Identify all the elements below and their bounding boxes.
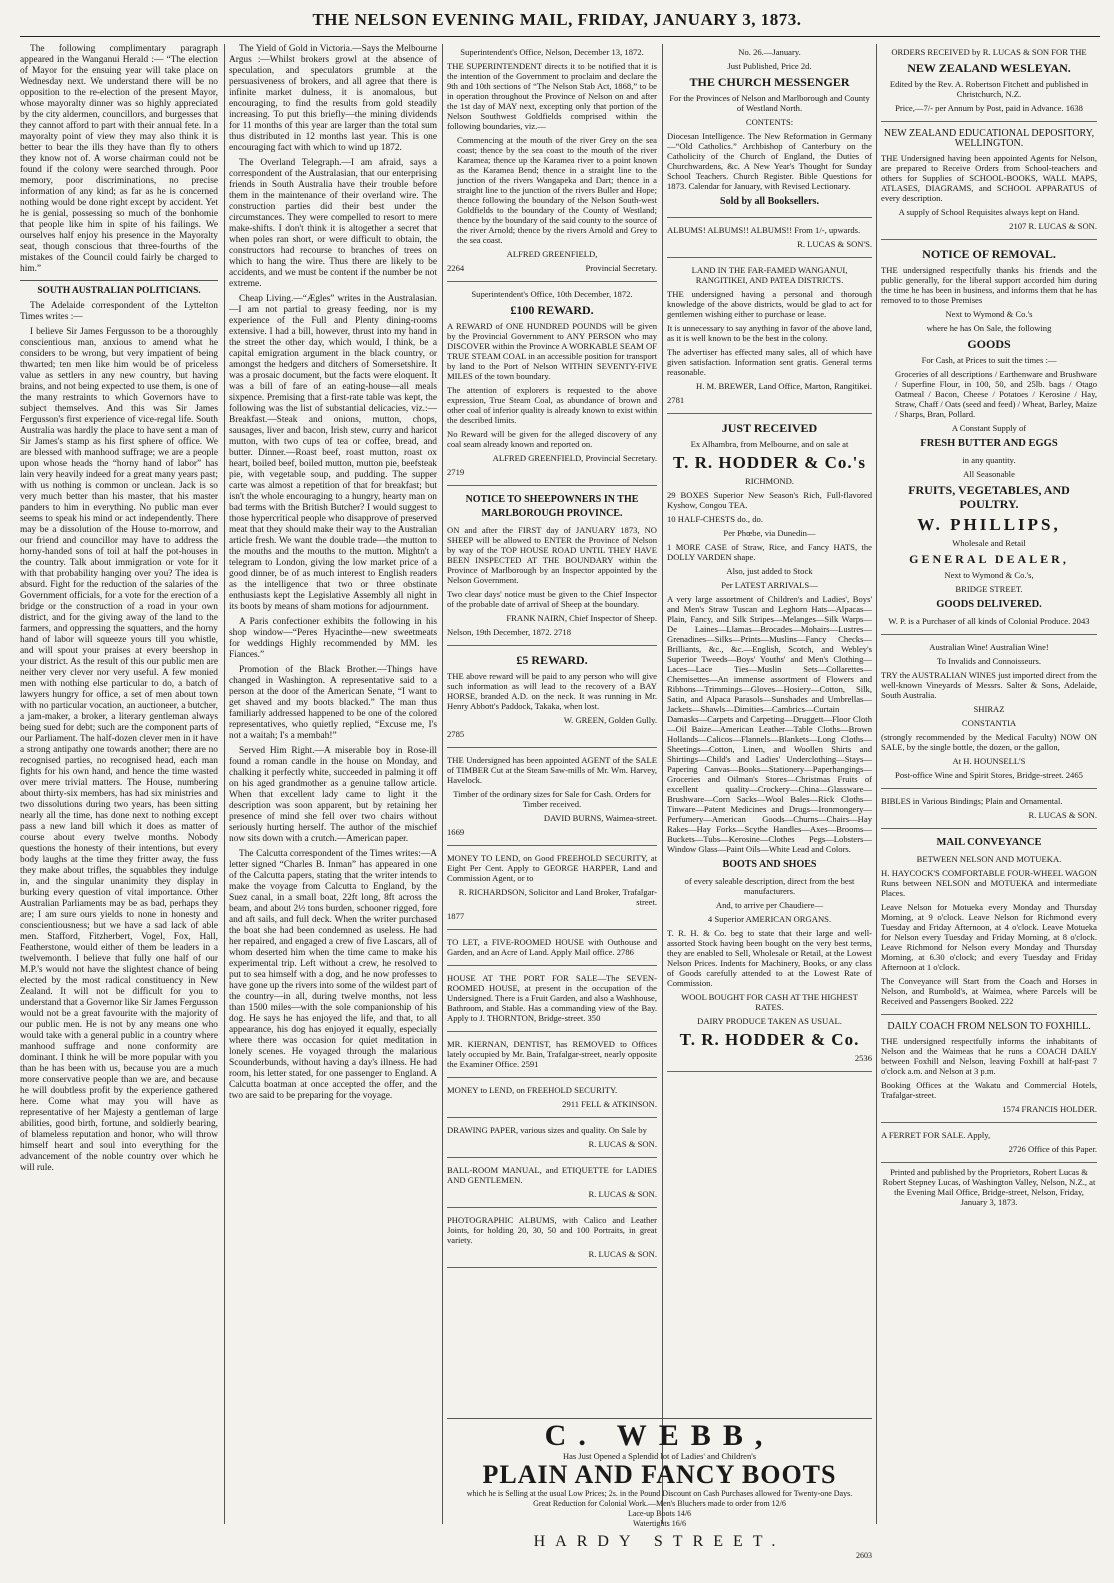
masthead-rule bbox=[20, 36, 1100, 37]
webb-sub: which he is Selling at the usual Low Prices; 2s. in the Pound Discount on Cash Purchases allowed for Twenty-one Days. bbox=[466, 1489, 853, 1498]
ad-house-port: HOUSE AT THE PORT FOR SALE—The SEVEN-ROOMED HOUSE, at present in the occupation of the Undersigned. There is a Fruit Garden, and also a Washhouse, Bathroom, and Stable. Has a commanding view of the Bay. Apply to J. THORNTON, Bridge-street. 350 bbox=[447, 970, 657, 1032]
ad-mail-conveyance: MAIL CONVEYANCE BETWEEN NELSON AND MOTUEKA. H. HAYCOCK'S COMFORTABLE FOUR-WHEEL WAGON Runs between NELSON and MOTUEKA and intermediate Places. Leave Nelson for Motueka every Monday and Thursday Morning, at 9 o'clock. Leave Nelson for Richmond every Tuesday and Friday Afternoon, at 4 o'clock. Leave Motueka for Nelson every Tuesday and Friday Morning, at 8 o'clock. Leave Richmond for Nelson every Monday and Thursday Morning, at 6.30 o'clock; and every Tuesday and Friday Afternoon at 1 o'clock. The Conveyance will Start from the Coach and Horses in Nelson, and Rumbold's, at Waimea, where Parcels will be Received and Passengers Booked. 222 bbox=[881, 833, 1097, 1015]
webb-name: C. WEBB, bbox=[544, 1419, 775, 1452]
ad-albums: PHOTOGRAPHIC ALBUMS, with Calico and Leather Joints, for holding 20, 30, 50 and 100 Portraits, in great variety. R. LUCAS & SON. bbox=[447, 1212, 657, 1268]
ad-dentist: MR. KIERNAN, DENTIST, has REMOVED to Offices lately occupied by Mr. Bain, Trafalgar-street, nearly opposite the Examiner Office. 2591 bbox=[447, 1036, 657, 1078]
column-5 bbox=[881, 44, 1097, 1574]
ad-timber: THE Undersigned has been appointed AGENT of the SALE of TIMBER Cut at the Steam Saw-mills of Mr. Wm. Harvey, Havelock. Timber of the ordinary sizes for Sale for Cash. Orders for Timber received. DAVID BURNS, Waimea-street. 1669 bbox=[447, 752, 657, 846]
imprint: Printed and published by the Proprietors, Robert Lucas & Robert Stepney Lucas, of Washington Valley, Nelson, N.Z., at the Evening Mail Office, Bridge-street, Nelson, Friday, January 3, 1873. bbox=[882, 1167, 1096, 1207]
ad-educational: NEW ZEALAND EDUCATIONAL DEPOSITORY, WELLINGTON. THE Undersigned having been appointed Agents for Nelson, are prepared to Receive Orders from School-teachers and others for Supplies of SCHOOL-BOOKS, WALL MAPS, ATLASES, DIAGRAMS, and SCHOOL APPARATUS of every description. A supply of School Requisites always kept on Hand. 2107 R. LUCAS & SON. bbox=[881, 126, 1097, 240]
ad-to-let: TO LET, a FIVE-ROOMED HOUSE with Outhouse and Garden, and an Acre of Land. Apply Mail office. 2786 bbox=[447, 934, 657, 966]
ad-money-fell: MONEY to LEND, on FREEHOLD SECURITY. 2911 FELL & ATKINSON. bbox=[447, 1082, 657, 1118]
article-gold: The Yield of Gold in Victoria.—Says the Melbourne Argus :—Whilst brokers growl at the absence of speculation, and speculators grumble at the persuasiveness of brokers, and all agree that there is infinite market dulness, it is anomalous, but encouraging, to find the results from gold steadily increasing. To put this briefly—the mining dividends for 11 months of this year are larger than the total sum thus distributed in 12 months last year. This is one encouraging fact with which to wind up 1872. bbox=[229, 44, 437, 153]
ad-webb-boots bbox=[447, 1418, 872, 1561]
ad-bay-horse: £5 REWARD. THE above reward will be paid to any person who will give such information as will lead to the recovery of a BAY HORSE, branded A.D. on the neck. It was running in Mr. Henry Abbott's Paddock, Takaka, when lost. W. GREEN, Golden Gully. 2785 bbox=[447, 650, 657, 748]
ad-stab-act: Superintendent's Office, Nelson, December 13, 1872. THE SUPERINTENDENT directs it to be notified that it is the intention of the Government to proclaim and declare the 9th and 10th sections of “The Nelson Stab Act, 1868,” to be in operation throughout the Province of Nelson on and after the 1st day of MAY next, excepting only that portion of the Nelson Southwest Goldfields comprised within the following boundaries, viz.— Commencing at the mouth of the river Grey on the sea coast; thence by the sea coast to the mouth of the river Karamea; thence up the Karamea river to a point known as the Karamea Bend; thence in a straight line to the junction of the rivers Wangapeka and Dart; thence in a straight line to the junction of the rivers Buller and Hope; thence following the boundary of the Nelson South-west Goldfields to the boundary of the County of Westland; thence by the boundary of the said county to the source of the river Arnold; thence by the rivers Arnold and Grey to the sea coast. ALFRED GREENFIELD, 2264 Provincial Secretary. bbox=[447, 44, 657, 282]
ad-daily-coach: DAILY COACH FROM NELSON TO FOXHILL. THE undersigned respectfully informs the inhabitants of Nelson and the Waimeas that he runs a COACH DAILY between Foxhill and Nelson, leaving Foxhill at half-past 7 o'clock a.m. and Nelson at 3 p.m. Booking Offices at the Wakatu and Commercial Hotels, Trafalgar-street. 1574 FRANCIS HOLDER. bbox=[881, 1019, 1097, 1123]
article-black-brother: Promotion of the Black Brother.—Things have changed in Washington. A representative said to a person at the door of the American Senate, “I want to get shaved and my boots blacked.” The man thus familiarly addressed happened to be one of the colored representatives, who quietly replied, “Excuse me, I's not a waitah; I's a membah!” bbox=[229, 665, 437, 741]
ad-bibles: BIBLES in Various Bindings; Plain and Ornamental. R. LUCAS & SON. bbox=[881, 793, 1097, 829]
article-confectioner: A Paris confectioner exhibits the following in his shop window—“Peres Hyacinthe—new sweetmeats for weddings Highly recommended by MM. les Fiances.” bbox=[229, 617, 437, 660]
ad-money-harper: MONEY TO LEND, on Good FREEHOLD SECURITY, at Eight Per Cent. Apply to GEORGE HARPER, Land and Commission Agent, or to R. RICHARDSON, Solicitor and Land Broker, Trafalgar-street. 1877 bbox=[447, 850, 657, 930]
column-4 bbox=[667, 44, 872, 1414]
webb-title: PLAIN AND FANCY BOOTS bbox=[482, 1460, 837, 1489]
ad-australian-wine: Australian Wine! Australian Wine! To Invalids and Connoisseurs. TRY the AUSTRALIAN WINES just imported direct from the well-known Vineyards of Messrs. Salter & Sons, Adelaide, South Australia. SHIRAZ CONSTANTIA (strongly recommended by the Medical Faculty) NOW ON SALE, by the single bottle, the dozen, or the gallon, At H. HOUNSELL'S Post-office Wine and Spirit Stores, Bridge-street. 2465 bbox=[881, 639, 1097, 789]
column-3 bbox=[447, 44, 657, 1414]
ad-sheepowners: NOTICE TO SHEEPOWNERS IN THE MARLBOROUGH PROVINCE. ON and after the FIRST day of JANUARY 1873, NO SHEEP will be allowed to ENTER the Province of Nelson by way of the TOP HOUSE ROAD UNTIL THEY HAVE BEEN INSPECTED AT THE BOUNDARY within the Province of Marlborough by an Inspector appointed by the Nelson Government. Two clear days' notice must be given to the Chief Inspector of the probable date of arrival of Sheep at the boundary. FRANK NAIRN, Chief Inspector of Sheep. Nelson, 19th December, 1872. 2718 bbox=[447, 490, 657, 646]
column-divider bbox=[876, 44, 877, 1524]
article-text: The Adelaide correspondent of the Lyttelton Times writes :— bbox=[20, 301, 218, 322]
column-divider bbox=[662, 44, 663, 1524]
webb-street: HARDY STREET. bbox=[533, 1533, 786, 1550]
column-divider bbox=[442, 44, 443, 1524]
article-heading: SOUTH AUSTRALIAN POLITICIANS. bbox=[37, 286, 201, 296]
ad-church-messenger: No. 26.—January. Just Published, Price 2d. THE CHURCH MESSENGER For the Provinces of Nelson and Marlborough and County of Westland North. CONTENTS: Diocesan Intelligence. The New Reformation in Germany—“Old Catholics.” Archbishop of Canterbury on the Catholicity of the Church of England, the Duties of Churchwardens, &c. A New Year's Thought for Sunday School Teachers. Church Register. Bible Questions for 1873. Calendar for January, with Revised Lectionary. Sold by all Booksellers. bbox=[667, 44, 872, 218]
ad-wesleyan: ORDERS RECEIVED by R. LUCAS & SON FOR THE NEW ZEALAND WESLEYAN. Edited by the Rev. A. Robertson Fitchett and published in Christchurch, N.Z. Price,—7/- per Annum by Post, paid in Advance. 1638 bbox=[881, 44, 1097, 122]
ad-drawing-paper: DRAWING PAPER, various sizes and quality. On Sale by R. LUCAS & SON. bbox=[447, 1122, 657, 1158]
ad-hodder: JUST RECEIVED Ex Alhambra, from Melbourne, and on sale at T. R. HODDER & Co.'s RICHMOND. 29 BOXES Superior New Season's Rich, Full-flavored Kyshow, Congou TEA. 10 HALF-CHESTS do., do. Per Phœbe, via Dunedin— 1 MORE CASE of Straw, Rice, and Fancy HATS, the DOLLY VARDEN shape. Also, just added to Stock Per LATEST ARRIVALS— A very large assortment of Children's and Ladies', Boys' and Men's Straw Tuscan and Leghorn Hats—Alpacas—Plain, Fancy, and Silk Stripes—Melanges—Silk Warps—De Laines—Llamas—Brocades—Mohairs—Lustres—Grenadines—Silks—Prints—Muslins—Fancy Checks—Brilliants, &c., &c.—English, Scotch, and Webley's Superior Tweeds—Boys' Youths' and Men's Clothing—Laces—Lace Ties—Muslin Sets—Collarettes—Chemisettes—An immense assortment of Flowers and Ribbons—Trimmings—Gloves—Hosiery—Cotton, Silk, Satin, and Alpaca Parasols—Sunshades and Umbrellas—Jackets—Shawls—Dimities—Cambrics—Curtain Damasks—Carpets and Carpeting—Druggett—Floor Cloth—Oil Baize—American Leather—Table Cloths—Brown Hollands—Calicos—Flannels—Blankets—Long Cloths—Sheetings—Cotton, Linen, and Woollen Shirts and Shirtings—Child's and Ladies' Underclothing—Stays—Papering Canvas—Books—Stationery—Paperhangings—Groceries and Oilman's Stores—Christmas Fruits of excellent quality—Crockery—China—Glassware—Brushware—Corn Sacks—Wool Bales—Rick Cloths—Tinware—Patent Medicines and Drugs—Ironmongery—Perfumery—American Goods—Churns—Chairs—Hay Rakes—Hay Forks—Scythe Handles—Axes—Brooms—Buckets—Tubs—Kerosine—Clothes Pegs—Lobsters—Window Glass—Paint Oils—White Lead and Colors. BOOTS AND SHOES of every saleable description, direct from the best manufacturers. And, to arrive per Chaudiere— 4 Superior AMERICAN ORGANS. T. R. H. & Co. beg to state that their large and well-assorted Stock having been bought on the very best terms, they are enabled to Sell, Wholesale or Retail, at the Lowest Nelson Prices. Indents for Machinery, Books, or any class of Goods carefully attended to at the Lowest Rate of Commission. WOOL BOUGHT FOR CASH AT THE HIGHEST RATES. DAIRY PRODUCE TAKEN AS USUAL. T. R. HODDER & Co. 2536 bbox=[667, 418, 872, 1072]
ad-coal-reward: Superintendent's Office, 10th December, 1872. £100 REWARD. A REWARD of ONE HUNDRED POUNDS will be given by the Provincial Government to ANY PERSON who may DISCOVER within the Province A WORKABLE SEAM OF TRUE STEAM COAL in an accessible position for transport by land to the Port of Nelson WITHIN SEVENTY-FIVE MILES of the town boundary. The attention of explorers is requested to the above expression, True Steam Coal, as abundance of brown and other coal of inferior quality is already known to exist within the described limits. No Reward will be given for the alleged discovery of any coal seam already known and reported on. ALFRED GREENFIELD, Provincial Secretary. 2719 bbox=[447, 286, 657, 486]
column-divider bbox=[224, 44, 225, 1524]
webb-reduction: Great Reduction for Colonial Work.—Men's Bluchers made to order from 12/6 bbox=[533, 1499, 786, 1508]
webb-water: Watertights 16/6 bbox=[633, 1519, 686, 1528]
article-cheap-living: Cheap Living.—“Ægles” writes in the Australasian.—I am not partial to greasy feeding, nor is my experience of the Full and Plenty dining-rooms extensive. I had a bill, however, thrust into my hand in the street the other day, which would, I think, be a capital emigration argument in the black country, or amongst the hedgers and ditchers of Somersetshire. It was a prosaic document, but the facts were eloquent. It was a bill of fare of an eating-house—all meals sixpence. Premising that a first-rate table was kept, the following was the list of substantial delicacies, viz.:—Breakfast.—Steak and onions, mutton, chops, sausages, liver and bacon, Irish stew, curry and haricot mutton, with two cups of tea or coffee, bread, and butter. Dinner.—Roast beef, roast mutton, roast ox heart, boiled beef, boiled mutton, mutton pie, beefsteak pie, with vegetable soup, and pudding. The supper carte was almost a repetition of that for breakfast; but isn't the whole encouraging to a hungry, hearty man on bad terms with the British Butcher? I would suggest to those hypercritical people who disapprove of preserved meat that they should make their way to the Australian article fresh. We want the double trade—the mutton to the mouths and the mouths to the mutton. Mightn't a telegram to London, giving the low market price of a good dinner, be of as much interest to English readers as the intelligence that two or three obstinate enthusiasts kept the Legislative Assembly all night in its boots by means of sham motions for adjournment. bbox=[229, 294, 437, 612]
masthead: THE NELSON EVENING MAIL, FRIDAY, JANUARY 3, 1873. bbox=[312, 10, 802, 29]
ad-ferret: A FERRET FOR SALE. Apply, 2726 Office of this Paper. bbox=[881, 1127, 1097, 1163]
column-2 bbox=[229, 44, 437, 1574]
article-served-right: Served Him Right.—A miserable boy in Rose-ill found a roman candle in the house on Monday, and chalking it perfectly white, succeeded in palming it off on his aged grandmother as a genuine tallow article. When that excellent lady came to light it the description was soon apparent, but by retaining her presence of mind she fell over two chairs without seriously hurting herself. The author of the mischief now sits down with a crutch.—American paper. bbox=[229, 746, 437, 844]
ad-ballroom: BALL-ROOM MANUAL, and ETIQUETTE for LADIES AND GENTLEMEN. R. LUCAS & SON. bbox=[447, 1162, 657, 1208]
ad-removal: NOTICE OF REMOVAL. THE undersigned respectfully thanks his friends and the public generally, for the liberal support accorded him during the time he has been in business, and informs them that he has removed to to those Premises Next to Wymond & Co.'s where he has On Sale, the following GOODS For Cash, at Prices to suit the times :— Groceries of all descriptions / Earthenware and Brushware / Superfine Flour, in 100, 50, and 25lb. bags / Otago Oatmeal / Bacon, Cheese / Potatoes / Kerosine / Hay, Straw, Chaff / Oats (seed and feed) / Wheat, Barley, Maize / Sharps, Bran, Pollard. A Constant Supply of FRESH BUTTER AND EGGS in any quantity. All Seasonable FRUITS, VEGETABLES, AND POULTRY. W. PHILLIPS, Wholesale and Retail GENERAL DEALER, Next to Wymond & Co.'s, BRIDGE STREET. GOODS DELIVERED. W. P. is a Purchaser of all kinds of Colonial Produce. 2043 bbox=[881, 244, 1097, 635]
webb-number: 2603 bbox=[856, 1551, 872, 1560]
article-telegraph: The Overland Telegraph.—I am afraid, says a correspondent of the Australasian, that our enterprising friends in South Australia have their trouble before them in the maintenance of their overland wire. The construction parties did their best under the circumstances. They were compelled to resort to mere make-shifts. I don't think it is altogether a secret that when poles ran short, or were difficult to obtain, the constructors had recourse to branches of trees on which to hang the wire. Thus there are likely to be accidents, and we must be content if the number be not extreme. bbox=[229, 158, 437, 289]
webb-lace: Lace-up Boots 14/6 bbox=[627, 1509, 692, 1518]
article-text: I believe Sir James Fergusson to be a thoroughly conscientious man, anxious to amend what he considers to be wrong, but very impatient of being thwarted; ten men like him would be of priceless value as settlers in any new country, but having brains, and not being expected to use them, is one of the many restraints to which Governors have to subject themselves. And this was Sir James Fergusson's first experience of vice-regal life. South Australia was hardly the place to have sent a man of Sir James's stamp as his first sphere of office. We are blessed with manhood suffrage; we are a people upon whose heads the “horny hand of labor” has lain very heavily indeed for a great many years past; with us nothing is common or unclean. Jack is so very much better than his master, that his master panders to him in everything. No public man ever seems to speak his mind or act independently. There may be a dissolution of the House to-morrow, and our friend and councillor may have to address the horny-handed sons of toil at half the pot-houses in the country. Talk about immigration or vote for it with that probability hanging over you? The idea is absurd. Fight for the reduction of the salaries of the Government officials, for a vote for the erection of a bridge or the construction of a road in your own district, and for the giving away of the land to the farmers, and oppressing the squatters, and the horny hand of labor will squeeze yours till you whistle, and will spout your praises at every beershop in your district. As the result of this our public men are neither very clever nor very useful. A few monied men with nothing else particular to do, a batch of lawyers hungry for office, a set of men about town with no particular vocation, an auctioneer, a butcher, a jam-maker, a broker, a literary gentleman always being sued for debt; such are the component parts of our Parliament. The half-dozen clever men in it have a strong antipathy one towards another; there are no recognised parties, no recognised head, each man fights for his own hand, and hence the time wasted over mere trivial matters. The House, numbering about thirty-six members, has had six ministries and two dissolutions during two years, has been sitting nearly all the time, has done next to nothing except pass a new land bill which it does as matter of course about every twelve months. Nobody questions the honesty of their intentions, but every body laughs at the time they fritter away, the fuss they make about trifles, the squabbles they indulge in, and the singular unanimity they display in burking every question of vital importance. Other Australian Parliaments may be as bad, perhaps they are; I am sure ours yields to none in honesty and conscientiousness; but we have a sad lack of able men. Stafford, Fitzherbert, Vogel, Fox, Hall, Featherstone, would either of them be leaders in a twelvemonth. I believe that fully one half of our M.P.'s would not have the slightest chance of being elected by the most radical constituency in New Zealand. It will not be difficult for you to understand that a Governor like Sir James Fergusson would not be a great favourite with the majority of our public men. He is not by any means one who would take with a general public in a country where manhood suffrage and none conformity are dominant. I think he will be more popular with you than he has been with us, because you are a much more conservative people than we are, and because he will doubtless profit by the experience gathered here. Come what may you will have as representative of her Majesty a gentleman of large abilities, good birth, fortune, and soldierly bearing, of blameless reputation and honor, who will throw himself heart and soul into everything for the advancement of the noble country over which he will rule. bbox=[20, 327, 218, 1173]
ad-albums-lucas: ALBUMS! ALBUMS!! ALBUMS!! From 1/-, upwards. R. LUCAS & SON'S. bbox=[667, 222, 872, 258]
column-1 bbox=[20, 44, 218, 1574]
article-wanganui: The following complimentary paragraph appeared in the Wanganui Herald :— “The election of Mayor for the ensuing year will take place on Wednesday next. We understand there will be no opposition to the re-election of the present Mayor, whose mayoralty dinner was so highly appreciated by the city aldermen, councillors, and burgesses that they cannot afford to part with their annual fete. In a mayoralty point of view they may also think it is better to bear the ills they have than fly to others they know not of. A worse chairman could not be found if the colony were searched through. Poor memory, poor discriminations, no precise information of any kind; as far as he is concerned nothing would be done right except by accident. Yet he is genial, possessing so much of the bonhomie that people like him in spite of his failings. We ourselves half enjoy his presence in the Mayoralty seat, though conscious that three-fourths of the mistakes of the Council could fairly be charged to him.” bbox=[20, 44, 218, 274]
article-calcutta: The Calcutta correspondent of the Times writes:—A letter signed “Charles B. Inman” has appeared in one of the Calcutta papers, stating that the writer intends to make the voyage from Calcutta to England, by the Suez canal, in a small boat, 22ft long, 8ft across the beam, and about 2½ tons burden, schooner rigged, fore and aft sails, and full deck. When the writer purchased the boat she had been condemned as useless. He had her repaired, and engaged a crew of five Lascars, all of whom deserted him when the time came to make his experimental trip. Left without a crew, he resolved to put to sea himself with a dog, and he now professes to have gone up the rivers into some of the wildest part of the country—in all, during twelve months, not less than 1500 miles—with the sole companionship of his dog. He says he has enjoyed the life, and that, to all appearance, his dog has enjoyed it equally, especially where there was occasion for quiet meditation in lonely scenes. He voyaged through the malarious Scounderbunds, without having a day's illness. He had room, his letter stated, for one passenger to England. A Calcutta boatman at once accepted the offer, and the two are said to be preparing for the voyage. bbox=[229, 849, 437, 1101]
ad-land-wanganui: LAND IN THE FAR-FAMED WANGANUI, RANGITIKEI, AND PATEA DISTRICTS. THE undersigned having a personal and thorough knowledge of the above districts, would be glad to act for gentlemen wishing either to purchase or lease. It is unnecessary to say anything in favor of the above land, as it is well known to be the best in the colony. The advertiser has effected many sales, all of which have given satisfaction. Information sent gratis. General terms reasonable. H. M. BREWER, Land Office, Marton, Rangitikei. 2781 bbox=[667, 262, 872, 414]
webb-intro: Has Just Opened a Splendid lot of Ladies' and Children's bbox=[562, 1451, 757, 1461]
